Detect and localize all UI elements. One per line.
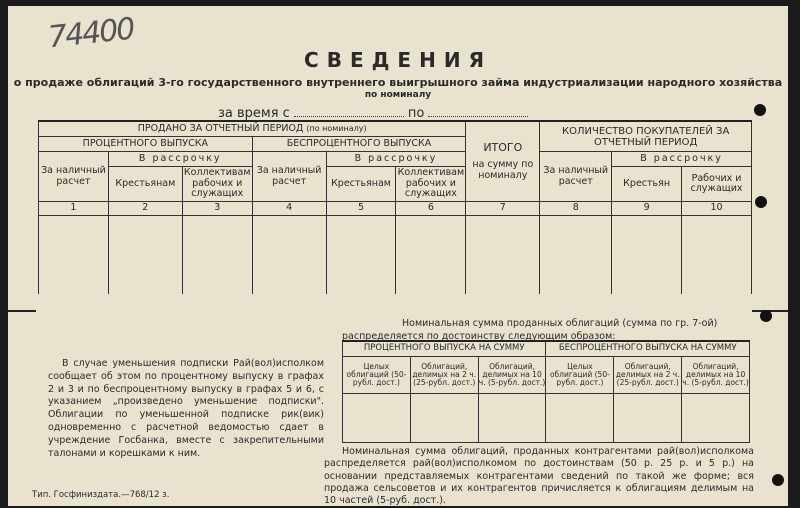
cash-header-1: За наличный расчет — [39, 152, 109, 202]
peasants-header-2: Крестьянам — [326, 167, 396, 202]
binding-hole — [772, 474, 784, 486]
peasants-header-1: Крестьянам — [108, 167, 182, 202]
installments-header-1: В рассрочку — [108, 152, 252, 167]
whole-header-1: Целых облигаций (50-рубл. дост.) — [343, 357, 411, 394]
column-number: 7 — [466, 202, 540, 216]
data-cell — [540, 216, 612, 295]
cut-line-left — [8, 310, 36, 312]
buyers-peasants-header: Крестьян — [612, 167, 682, 202]
reduction-note: В случае уменьшения подписки Рай(вол)исполком сообщает об этом по процентному выпуску в графах 2 и 3 и по беспроцентному выпуску в графах 5 и 6, с указанием „произведено уменьшение подписки". Облигации по уменьшенной подписке рик(вик) одновременно с расчетной ведомостью сдает в учреждение Госбанка, вместе с закрепительными талонами и корешками к ним. — [48, 358, 324, 459]
collectives-header-1: Коллективам рабочих и служащих — [182, 167, 252, 202]
percent-sum-header: ПРОЦЕНТНОГО ВЫПУСКА НА СУММУ — [343, 341, 546, 357]
data-cell — [39, 216, 109, 295]
data-cell — [252, 216, 326, 295]
half-header-2: Облигаций, делимых на 2 ч. (25-рубл. дост.) — [614, 357, 682, 394]
nonpercent-issue-header: БЕСПРОЦЕНТНОГО ВЫПУСКА — [252, 137, 466, 152]
handwritten-number: 74400 — [46, 11, 136, 56]
data-cell — [108, 216, 182, 295]
tenth-header-2: Облигаций, делимых на 10 ч. (5-рубл. дост.) — [682, 357, 750, 394]
column-number: 10 — [682, 202, 752, 216]
data-cell — [343, 394, 411, 443]
installments-header-3: В рассрочку — [612, 152, 752, 167]
column-number: 8 — [540, 202, 612, 216]
data-cell — [478, 394, 546, 443]
column-number: 5 — [326, 202, 396, 216]
data-cell — [396, 216, 466, 295]
binding-hole — [755, 196, 767, 208]
column-number: 2 — [108, 202, 182, 216]
tenth-header-1: Облигаций, делимых на 10 ч. (5-рубл. дост.) — [478, 357, 546, 394]
sold-header: ПРОДАНО ЗА ОТЧЕТНЫЙ ПЕРИОД (по номиналу) — [39, 121, 466, 137]
data-cell — [682, 394, 750, 443]
data-cell — [682, 216, 752, 295]
binding-hole — [754, 104, 766, 116]
form-subtitle: о продаже облигаций 3-го государственного внутреннего выигрышного займа индустриализации народного хозяйства — [13, 76, 783, 89]
period-from-field — [294, 116, 404, 117]
column-number: 1 — [39, 202, 109, 216]
sales-table — [38, 120, 752, 294]
percent-issue-header: ПРОЦЕНТНОГО ВЫПУСКА — [39, 137, 253, 152]
column-number: 6 — [396, 202, 466, 216]
column-number: 4 — [252, 202, 326, 216]
document-page — [8, 6, 788, 506]
data-cell — [326, 216, 396, 295]
buyers-header: КОЛИЧЕСТВО ПОКУПАТЕЛЕЙ ЗА ОТЧЕТНЫЙ ПЕРИОД — [540, 121, 752, 152]
data-cell — [466, 216, 540, 295]
whole-header-2: Целых облигаций (50-рубл. дост.) — [546, 357, 614, 394]
data-cell — [410, 394, 478, 443]
cash-header-3: За наличный расчет — [540, 152, 612, 202]
data-cell — [614, 394, 682, 443]
collectives-header-2: Коллективам рабочих и служащих — [396, 167, 466, 202]
column-number: 9 — [612, 202, 682, 216]
data-cell — [546, 394, 614, 443]
nonpercent-sum-header: БЕСПРОЦЕНТНОГО ВЫПУСКА НА СУММУ — [546, 341, 750, 357]
denomination-table — [342, 340, 750, 443]
reporting-period — [218, 106, 528, 121]
distribution-note: Номинальная сумма проданных облигаций (сумма по гр. 7-ой) распределяется по достоинству следующим образом: — [342, 318, 718, 342]
half-header-1: Облигаций, делимых на 2 ч. (25-рубл. дост.) — [410, 357, 478, 394]
period-to-field — [428, 116, 528, 117]
form-title: СВЕДЕНИЯ — [304, 48, 492, 72]
total-header: ИТОГО на сумму по номиналу — [466, 121, 540, 202]
period-from-label: за время с — [218, 106, 290, 121]
period-to-label: по — [407, 106, 425, 121]
data-cell — [182, 216, 252, 295]
form-subtitle-valuation: по номиналу — [364, 90, 432, 100]
binding-hole — [760, 310, 772, 322]
contractor-note: Номинальная сумма облигаций, проданных контрагентами рай(вол)исполкома распределяется рай(вол)исполкомом по достоинствам (50 р. 25 р. и 5 р.) на основании представляемых контрагентами сведений по такой же форме; вся продажа сельсоветов и их контрагентов причисляется к облигациям делимым на 10 частей (5-руб. дост.). — [324, 446, 754, 507]
cash-header-2: За наличный расчет — [252, 152, 326, 202]
column-number: 3 — [182, 202, 252, 216]
data-cell — [612, 216, 682, 295]
buyers-workers-header: Рабочих и служащих — [682, 167, 752, 202]
installments-header-2: В рассрочку — [326, 152, 466, 167]
printer-imprint: Тип. Госфиниздата.—768/12 з. — [32, 490, 170, 500]
